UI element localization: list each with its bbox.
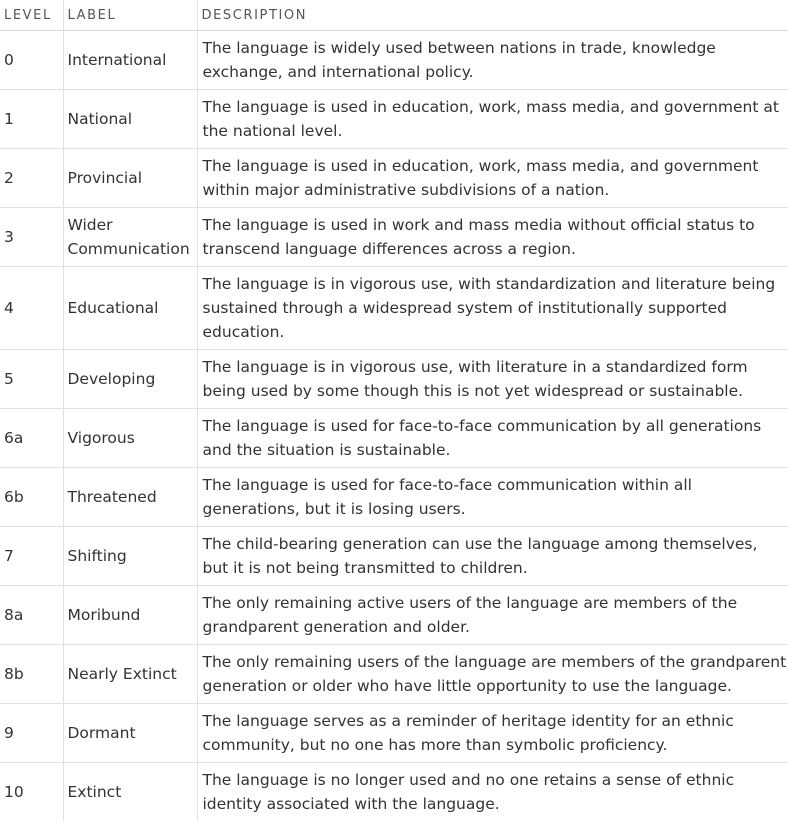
table-row (0, 350, 788, 409)
row-label: Provincial (63, 149, 197, 208)
table-row (0, 468, 788, 527)
table-row (0, 645, 788, 704)
row-level: 2 (0, 149, 63, 208)
row-label: Nearly Extinct (63, 645, 197, 704)
row-description: The language is in vigorous use, with standardization and literature being sustained through a widespread system of institutionally supported education. (197, 267, 788, 350)
header-label: LABEL (63, 0, 197, 31)
table-row (0, 149, 788, 208)
header-description: DESCRIPTION (197, 0, 788, 31)
row-label: Shifting (63, 527, 197, 586)
row-level: 9 (0, 704, 63, 763)
row-level: 0 (0, 31, 63, 90)
row-label: Extinct (63, 763, 197, 821)
table-row (0, 763, 788, 821)
row-level: 5 (0, 350, 63, 409)
row-label: Developing (63, 350, 197, 409)
row-description: The language is used for face-to-face communication by all generations and the situation is sustainable. (197, 409, 788, 468)
row-label: International (63, 31, 197, 90)
row-level: 7 (0, 527, 63, 586)
table-header (0, 0, 788, 31)
row-label: Educational (63, 267, 197, 350)
row-level: 10 (0, 763, 63, 821)
row-label: National (63, 90, 197, 149)
table-row (0, 31, 788, 90)
row-description: The only remaining active users of the language are members of the grandparent generation and older. (197, 586, 788, 645)
row-level: 6b (0, 468, 63, 527)
table-row (0, 208, 788, 267)
table-row (0, 90, 788, 149)
row-level: 8a (0, 586, 63, 645)
table-row (0, 704, 788, 763)
row-level: 6a (0, 409, 63, 468)
row-label: Threatened (63, 468, 197, 527)
row-level: 8b (0, 645, 63, 704)
row-description: The language is used in work and mass media without official status to transcend language differences across a region. (197, 208, 788, 267)
header-row (0, 0, 788, 31)
row-label: Vigorous (63, 409, 197, 468)
table-row (0, 409, 788, 468)
row-level: 3 (0, 208, 63, 267)
row-description: The language is used for face-to-face communication within all generations, but it is losing users. (197, 468, 788, 527)
table-body (0, 31, 788, 821)
row-description: The language serves as a reminder of heritage identity for an ethnic community, but no one has more than symbolic proficiency. (197, 704, 788, 763)
row-level: 1 (0, 90, 63, 149)
table-row (0, 586, 788, 645)
row-description: The language is used in education, work, mass media, and government at the national level. (197, 90, 788, 149)
row-description: The language is no longer used and no one retains a sense of ethnic identity associated with the language. (197, 763, 788, 821)
table-row (0, 527, 788, 586)
row-label: Moribund (63, 586, 197, 645)
row-description: The language is widely used between nations in trade, knowledge exchange, and international policy. (197, 31, 788, 90)
row-level: 4 (0, 267, 63, 350)
header-level: LEVEL (0, 0, 63, 31)
table-row (0, 267, 788, 350)
row-description: The language is used in education, work, mass media, and government within major administrative subdivisions of a nation. (197, 149, 788, 208)
row-description: The only remaining users of the language are members of the grandparent generation or older who have little opportunity to use the language. (197, 645, 788, 704)
row-description: The language is in vigorous use, with literature in a standardized form being used by some though this is not yet widespread or sustainable. (197, 350, 788, 409)
row-label: Dormant (63, 704, 197, 763)
row-description: The child-bearing generation can use the language among themselves, but it is not being transmitted to children. (197, 527, 788, 586)
row-label: Wider Communication (63, 208, 197, 267)
